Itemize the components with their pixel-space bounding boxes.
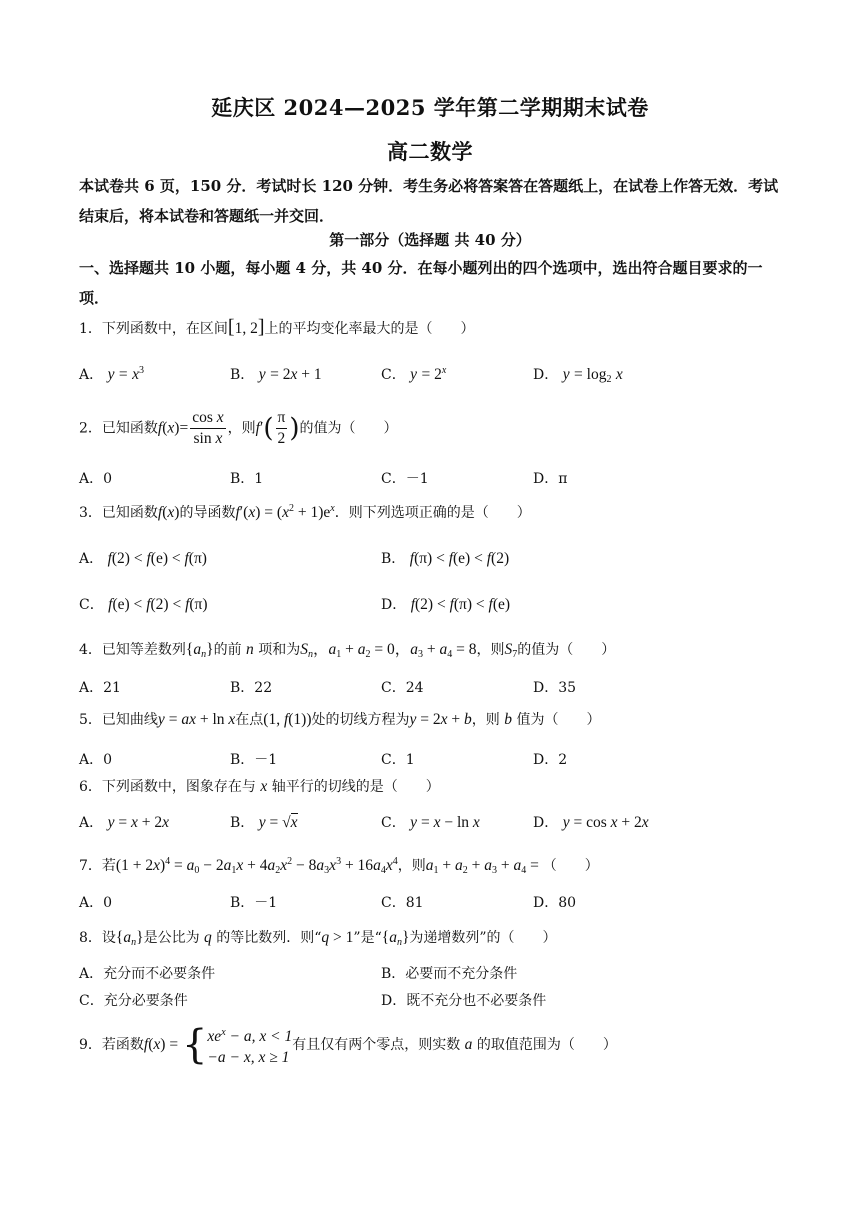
q1-option-c: C． $y = 2^x$ [381,365,447,383]
section-heading: 一、选择题共 10 小题，每小题 4 分，共 40 分．在每小题列出的四个选项中，选出符合题目要求的一项． [79,259,763,307]
q3-option-a: A． f(2) < f(e) < f(π) [79,550,207,567]
question-5: 5．已知曲线y = ax + ln x在点(1, f(1))处的切线方程为y = 2x + b，则 b 值为（ ） [79,711,601,728]
q4-option-c: C．24 [381,680,424,696]
q7-option-b: B．－1 [230,895,278,911]
question-1: 1．下列函数中，在区间[1, 2]上的平均变化率最大的是（ ） [79,316,475,338]
q4-option-a: A．21 [79,680,121,696]
q6-option-c: C． y = x − ln x [381,814,480,831]
exam-instructions: 本试卷共 6 页，150 分．考试时长 120 分钟．考生务必将答案答在答题纸上，在试卷上作答无效．考试结束后，将本试卷和答题纸一并交回． [79,177,779,225]
question-3: 3．已知函数f(x)的导函数$f'(x) = (x^2 + 1)e^x$．则下列选项正确的是（ ） [79,503,531,521]
q2-option-c: C．－1 [381,471,429,487]
question-6: 6．下列函数中，图象存在与 x 轴平行的切线的是（ ） [79,778,440,795]
q8-option-d: D．既不充分也不必要条件 [381,993,547,1009]
q6-option-a: A． y = x + 2x [79,814,169,831]
q1-option-b: B． y = 2x + 1 [230,366,322,383]
q2-option-d: D．π [533,471,568,487]
q6-option-b: B． y = √x [230,814,298,831]
q1-option-a: A． $y = x^3$ [79,365,145,383]
q5-option-a: A．0 [79,752,113,768]
question-4: 4．已知等差数列$\{a_n\}$的前 n 项和为$S_n$，$a_1 + a_2 = 0$，$a_3 + a_4 = 8$，则$S_7$的值为（ ） [79,641,616,660]
question-7: 7．若$(1 + 2x)^4 = a_0 - 2a_1x + 4a_2x^2 - 8a_3x^3 + 16a_4x^4$，则$a_1 + a_2 + a_3 + a_4$ = （ ） [79,856,599,876]
q5-option-d: D．2 [533,752,568,768]
exam-subject: 高二数学 [387,139,473,164]
q3-option-d: D． f(2) < f(π) < f(e) [381,596,511,613]
q2-option-a: A．0 [79,471,113,487]
q4-option-d: D．35 [533,680,577,696]
q3-option-c: C． f(e) < f(2) < f(π) [79,596,208,613]
exam-title: 延庆区 2024—2025 学年第二学期期末试卷 [211,95,649,120]
q8-option-b: B．必要而不充分条件 [381,966,518,982]
question-2: 2．已知函数f(x)= $\frac{\text{cos x}}{\text{sin x}}$ ，则f′( $\frac{\pi}{2}$ )的值为（ ） [79,409,398,447]
q7-option-d: D．80 [533,895,577,911]
q4-option-b: B．22 [230,680,273,696]
q7-option-a: A．0 [79,895,113,911]
q2-option-b: B．1 [230,471,264,487]
question-9: 9．若函数f(x) = { $xe^x - a$, x < 1 −a − x, x ≥ 1 有且仅有两个零点，则实数 a 的取值范围为（ ） [79,1022,617,1069]
q3-option-b: B． f(π) < f(e) < f(2) [381,550,510,567]
question-8: 8．设$\{a_n\}$是公比为 q 的等比数列．则“q > 1”是“$\{a_n\}$为递增数列”的（ ） [79,929,557,948]
q5-option-b: B．－1 [230,752,278,768]
q8-option-c: C．充分必要条件 [79,993,188,1009]
q8-option-a: A．充分而不必要条件 [79,966,216,982]
q6-option-d: D． y = cos x + 2x [533,814,649,831]
q7-option-c: C．81 [381,895,424,911]
part-heading: 第一部分（选择题 共 40 分） [329,231,531,249]
q1-option-d: D． $y = \log_2 x$ [533,366,623,385]
q5-option-c: C．1 [381,752,415,768]
